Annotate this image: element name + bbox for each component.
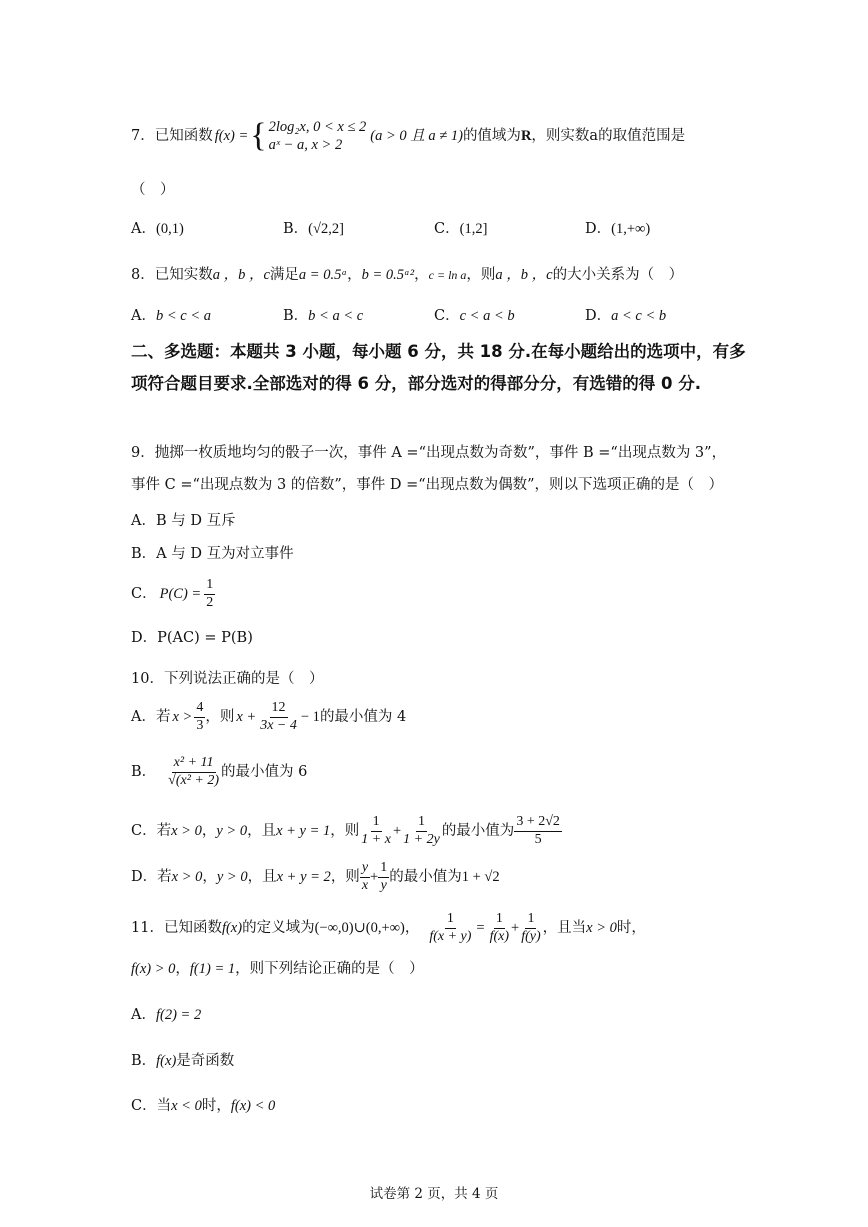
q7-option-b: B．(√2,2] (283, 221, 344, 237)
q8-option-b: B．b < a < c (283, 308, 364, 324)
q7-cases (269, 118, 367, 154)
q9-fraction: $\frac{1}{2}$ (206, 577, 214, 610)
q9-line2: 事件 C =“出现点数为 3 的倍数”，事件 D =“出现点数为偶数”，则以下选项正确的是（ ） (131, 477, 724, 493)
q7-tail: ，则实数a的取值范围是 (531, 127, 686, 144)
q7-mid: 的值域为 (462, 127, 521, 144)
q11-line1: 11．已知函数 f(x) 的定义域为 (−∞,0)∪(0,+∞) ， $\frac{1}{f(x + y)}$ = $\frac{1}{f(x)}$ + $\frac{1}{f(y)}$ ，且当 x > 0 时， (131, 911, 646, 944)
q9-line1: 9．抛掷一枚质地均匀的骰子一次，事件 A =“出现点数为奇数”，事件 B =“出现点数为 3”， (131, 445, 727, 461)
q10-option-d: D．若 x > 0 ， y > 0 ，且 x + y = 2 ，则 $\frac{y}{x}$ + $\frac{1}{y}$ 的最小值为 1 + √2 (131, 860, 500, 893)
page-footer: 试卷第 2 页，共 4 页 (369, 1186, 499, 1202)
q7-brace: { (250, 117, 267, 155)
q7-cond: (a > 0 且 a ≠ 1) (370, 127, 463, 144)
q11-option-a: A．f(2) = 2 (131, 1007, 202, 1023)
q8-option-d: D．a < c < b (585, 308, 667, 324)
q8-option-c: C．c < a < b (434, 308, 515, 324)
q8-stem: 8．已知实数a ，b ，c满足a = 0.5ᵃ，b = 0.5ᵃ²，c = ln a，则a ，b ，c的大小关系为（ ） (131, 267, 684, 283)
q11-option-b: B．f(x)是奇函数 (131, 1053, 235, 1069)
q9-option-d: D．P(AC) = P(B) (131, 630, 253, 646)
q7-case1: 2log₂x, 0 < x ≤ 2 (268, 119, 367, 135)
q7-prefix: 7．已知函数 (131, 127, 213, 144)
q8-option-a: A．b < c < a (131, 308, 211, 324)
q7-case2: aˣ − a, x > 2 (268, 137, 343, 154)
q10-option-a: A．若 x > $\frac{4}{3}$ ，则 x + $\frac{12}{3x - 4}$ − 1 的最小值为 4 (131, 700, 407, 733)
q7-stem (131, 118, 685, 154)
q9-option-b: B．A 与 D 互为对立事件 (131, 546, 294, 562)
q11-option-c: C．当x < 0时，f(x) < 0 (131, 1098, 276, 1114)
q9-option-a: A．B 与 D 互斥 (131, 513, 236, 529)
q10-stem: 10．下列说法正确的是（ ） (131, 671, 324, 687)
q9-option-c: C． P(C) = $\frac{1}{2}$ (131, 577, 214, 610)
q7-option-c: C．(1,2] (434, 221, 488, 237)
q7-option-d: D．(1,+∞) (585, 221, 651, 237)
q11-line2: f(x) > 0，f(1) = 1，则下列结论正确的是（ ） (131, 961, 424, 977)
q10-option-c: C．若 x > 0 ， y > 0 ，且 x + y = 1 ，则 $\frac{1}{1 + x}$ + $\frac{1}{1 + 2y}$ 的最小值为 $\frac{3 + 2√2}{5}$ (131, 814, 560, 847)
q7-R: R (520, 127, 532, 144)
section2-heading: 二、多选题：本题共 3 小题，每小题 6 分，共 18 分.在每小题给出的选项中，有多项符合题目要求.全部选对的得 6 分，部分选对的得部分分，有选错的得 0 分. (131, 342, 746, 393)
q7-paren: （ ） (131, 182, 175, 198)
q7-option-a: A．(0,1) (131, 221, 184, 237)
q10-option-b: B． $\frac{\text{x² + 11}}{\text{√(x² + 2)}}$ 的最小值为 6 (131, 755, 308, 788)
q7-piecewise (250, 118, 366, 154)
q7-func: f(x) = (214, 127, 249, 144)
